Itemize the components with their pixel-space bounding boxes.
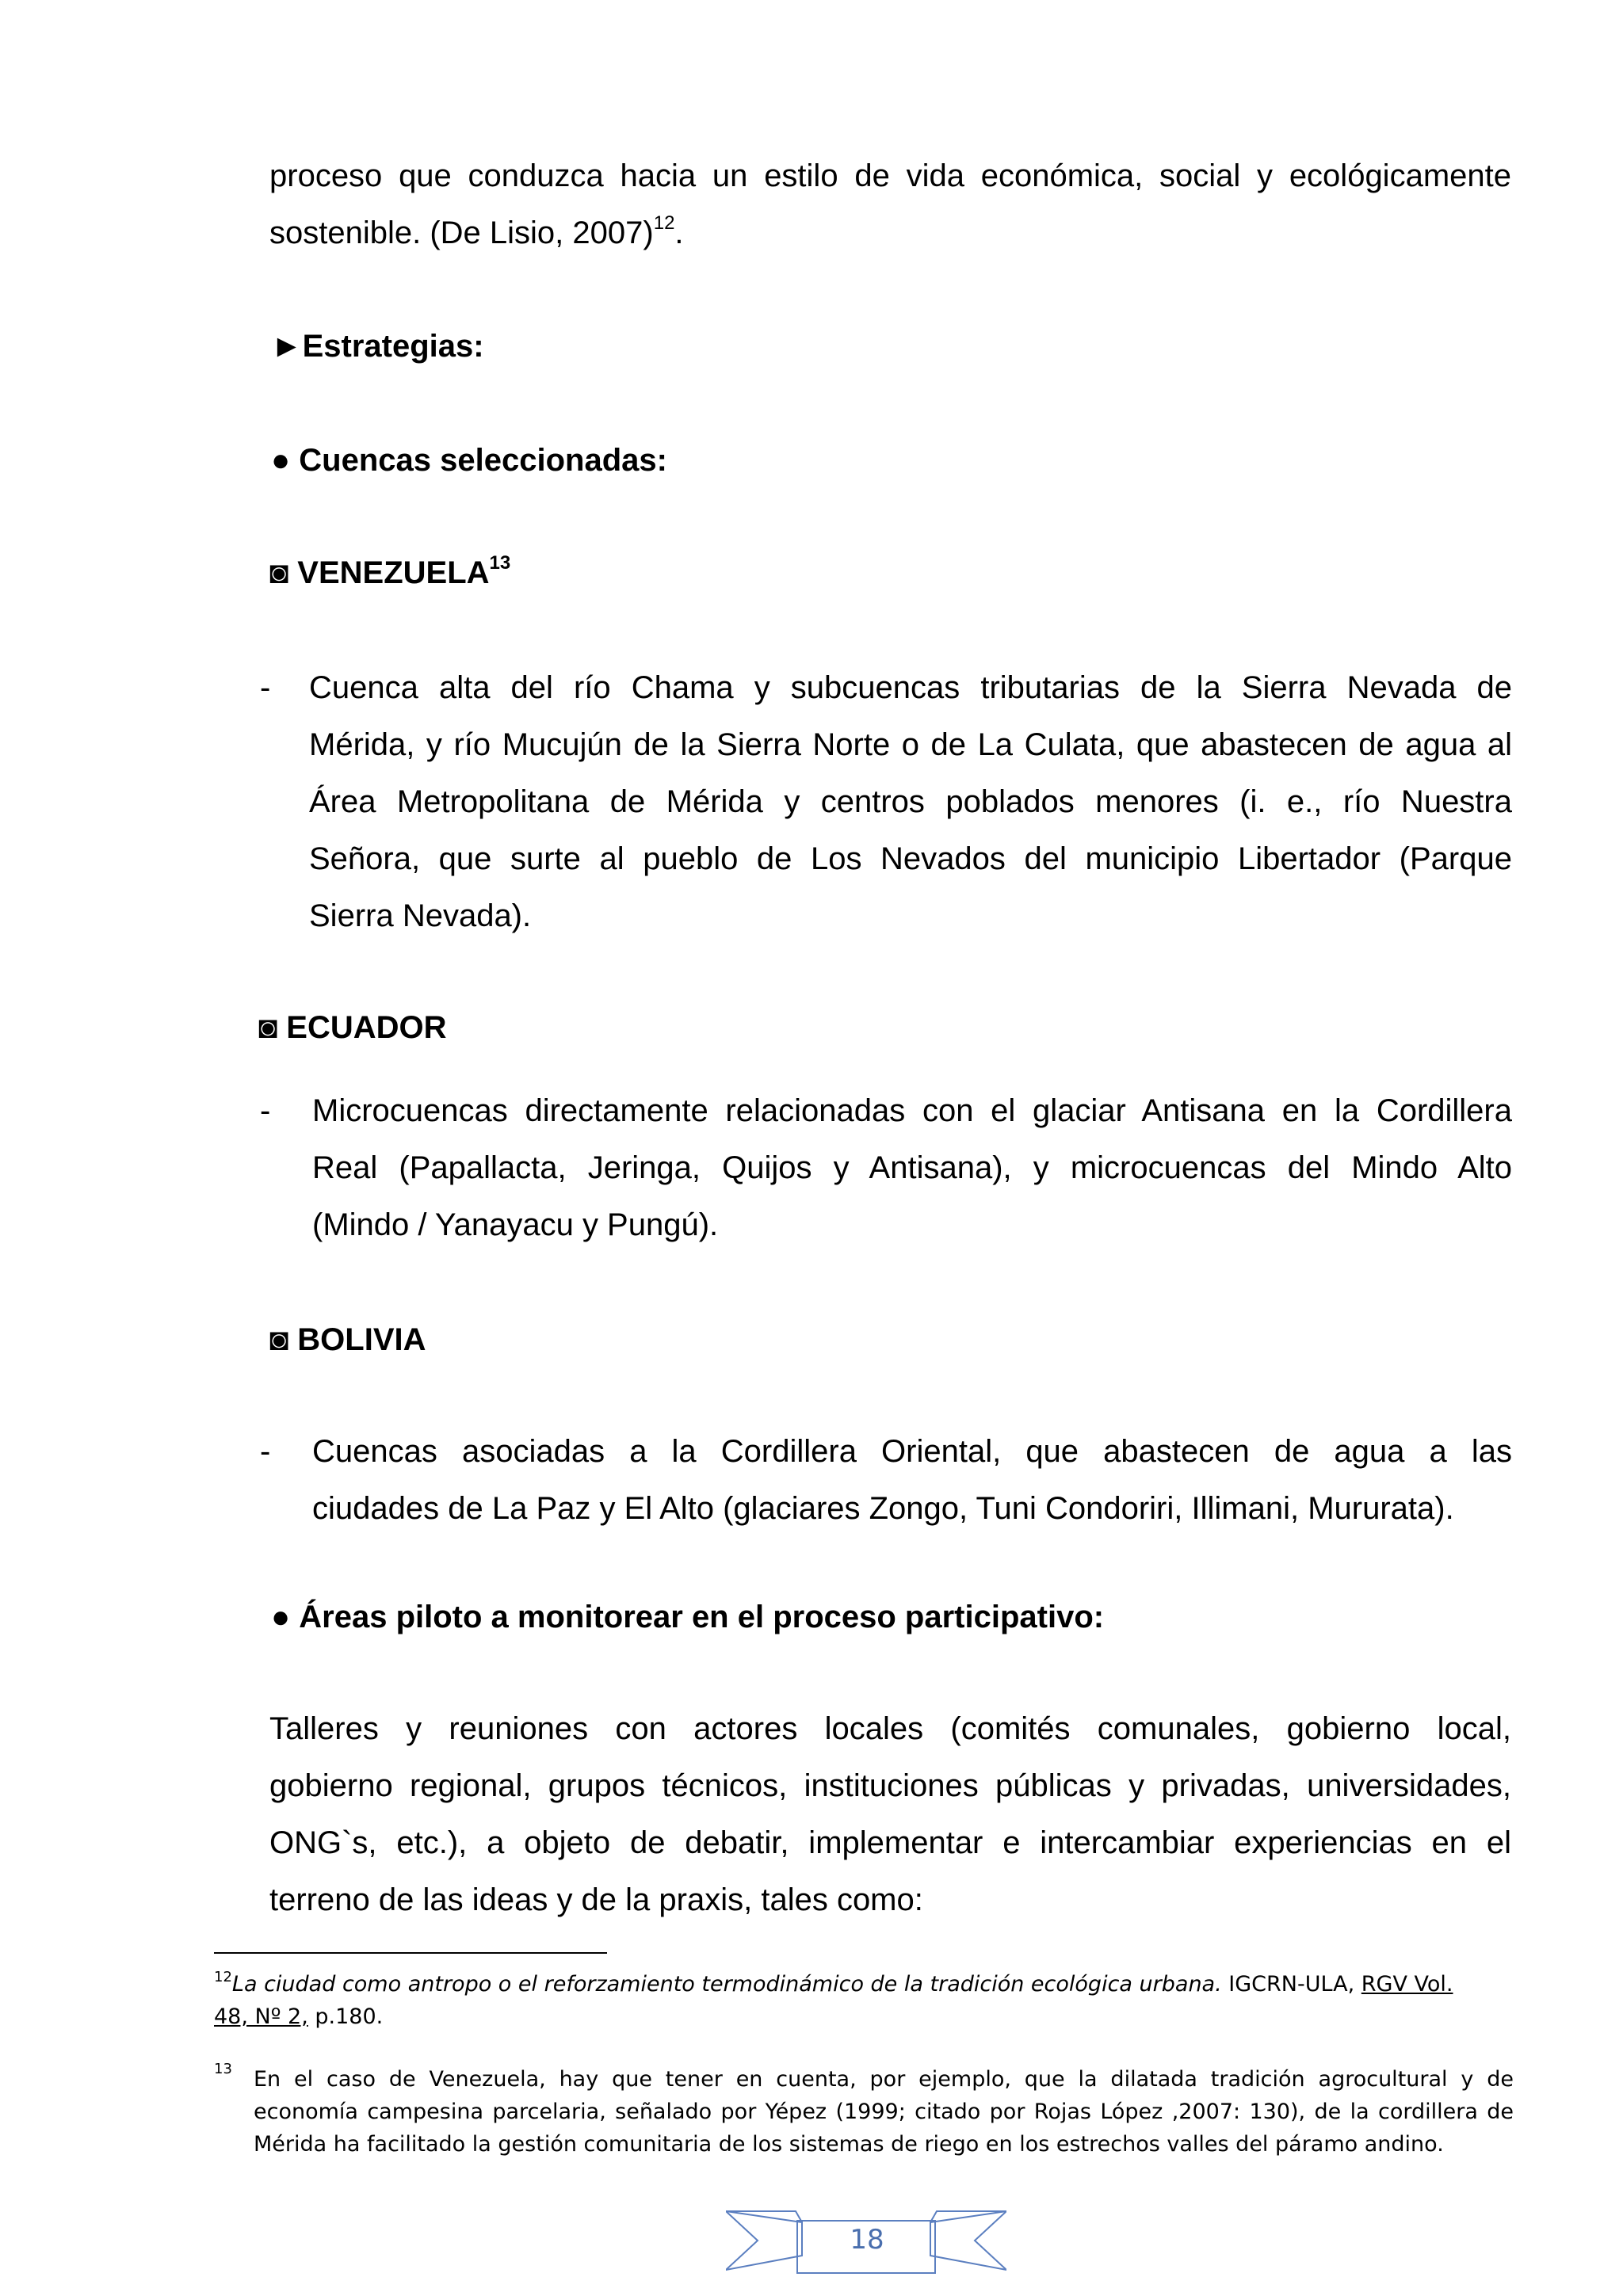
ecuador-line-1: Microcuencas directamente relacionadas con el glaciar Antisana en la Cordillera	[312, 1093, 1512, 1128]
bolivia-line-2: ciudades de La Paz y El Alto (glaciares Zongo, Tuni Condoriri, Illimani, Mururata).	[312, 1491, 1454, 1526]
talleres-line-3: ONG`s, etc.), a objeto de debatir, implementar e intercambiar experiencias en el	[269, 1825, 1511, 1860]
intro-line-2: sostenible. (De Lisio, 2007)$^{12}$.	[269, 212, 684, 250]
bolivia-text	[312, 1423, 1512, 1537]
footnote-13-line-2: economía campesina parcelaria, señalado por Yépez (1999; citado por Rojas López ,2007: 130), de la cordillera de	[254, 2100, 1514, 2124]
footnote-12-source: IGCRN-ULA,	[1221, 1972, 1361, 1997]
footnote-12-journal-link-cont[interactable]: 48, Nº 2,	[214, 2004, 308, 2029]
footnote-12	[214, 1968, 1514, 2033]
intro-paragraph	[269, 147, 1511, 261]
footnote-ref-13[interactable]: 13	[489, 551, 511, 574]
document-page: proceso que conduzca hacia un estilo de vida económica, social y ecológicamente sostenible. (De Lisio, 2007)$^{12}$. ►Estrategias: ● Cuencas seleccionadas: ◙ VENEZUELA$^{13}$ - Cuenca alta del río Chama y subcuencas tributarias de la Sierra Nevada de Mérida, y río Mucujún de la Sierra Norte o de La Culata, que abastecen de agua al Área Metropolitana de Mérida y centros poblados menores (i. e., río Nuestra Señora, que surte al pueblo de Los Nevados del municipio Libertador (Parque Sierra Nevada). ◙ ECUADOR - Microcuencas directamente relacionadas con el glaciar Antisana en la Cordillera Real (Papallacta, Jeringa, Quijos y Antisana), y microcuencas del Mindo Alto (Mindo / Yanayacu y Pungú). ◙ BOLIVIA - Cuencas asociadas a la Cordillera Oriental, que abastecen de agua a las ciudades de La Paz y El Alto (glaciares Zongo, Tuni Condoriri, Illimani, Mururata). ● Áreas piloto a monitorear en el proceso participativo: Talleres y reuniones con actores locales (comités comunales, gobierno local, gobierno regional, grupos técnicos, instituciones públicas y privadas, universidades, ONG`s, etc.), a objeto de debatir, implementar e intercambiar experiencias en el terreno de las ideas y de la praxis, tales como: $^{12}$La ciudad como antropo o el reforzamiento termodinámico de la tradición ecológica urbana. IGCRN-ULA, RGV Vol. 48, Nº 2, p.180. 13 En el caso de Venezuela, hay que tener en cuenta, por ejemplo, que la dilatada tradición agrocultural y de economía campesina parcelaria, señalado por Yépez (1999; citado por Rojas López ,2007: 130), de la cordillera de Mérida ha facilitado la gestión comunitaria de los sistemas de riego en los estrechos valles del páramo andino. 18	[0, 0, 1623, 2296]
footnote-12-page: p.180.	[307, 2004, 384, 2029]
list-dash: -	[260, 1434, 271, 1469]
venezuela-line-2: Mérida, y río Mucujún de la Sierra Norte o de La Culata, que abastecen de agua al	[309, 727, 1512, 762]
heading-cuencas: ● Cuencas seleccionadas:	[271, 443, 667, 478]
venezuela-line-4: Señora, que surte al pueblo de Los Nevados del municipio Libertador (Parque	[309, 841, 1512, 876]
venezuela-line-5: Sierra Nevada).	[309, 898, 532, 933]
footnote-12-mark: 12	[214, 1969, 232, 1985]
venezuela-line-3: Área Metropolitana de Mérida y centros poblados menores (i. e., río Nuestra	[309, 784, 1512, 819]
page-number: 18	[850, 2224, 884, 2256]
intro-line-1: proceso que conduzca hacia un estilo de vida económica, social y ecológicamente	[269, 158, 1511, 193]
heading-venezuela: ◙ VENEZUELA$^{13}$	[269, 551, 511, 590]
ecuador-text	[312, 1082, 1512, 1253]
list-dash: -	[260, 1093, 271, 1128]
talleres-line-2: gobierno regional, grupos técnicos, instituciones públicas y privadas, universidades,	[269, 1768, 1511, 1803]
heading-estrategias: ►Estrategias:	[271, 329, 484, 364]
venezuela-text	[309, 659, 1512, 944]
venezuela-item	[260, 659, 1512, 952]
venezuela-line-1: Cuenca alta del río Chama y subcuencas tributarias de la Sierra Nevada de	[309, 670, 1512, 705]
footnote-13-line-1: En el caso de Venezuela, hay que tener en cuenta, por ejemplo, que la dilatada tradición agrocultural y de	[254, 2067, 1514, 2092]
heading-ecuador: ◙ ECUADOR	[258, 1010, 447, 1045]
footnote-13-line-3: Mérida ha facilitado la gestión comunitaria de los sistemas de riego en los estrechos valles del páramo andino.	[254, 2132, 1444, 2157]
talleres-paragraph	[269, 1700, 1511, 1928]
footnote-12-journal-link[interactable]: RGV Vol.	[1361, 1972, 1453, 1997]
bolivia-line-1: Cuencas asociadas a la Cordillera Oriental, que abastecen de agua a las	[312, 1434, 1512, 1469]
heading-bolivia: ◙ BOLIVIA	[269, 1322, 426, 1357]
footnote-13-text	[254, 2063, 1514, 2161]
ecuador-line-2: Real (Papallacta, Jeringa, Quijos y Antisana), y microcuencas del Mindo Alto	[312, 1150, 1512, 1185]
ecuador-line-3: (Mindo / Yanayacu y Pungú).	[312, 1207, 719, 1242]
bolivia-item	[260, 1423, 1512, 1542]
footnote-12-title: La ciudad como antropo o el reforzamiento termodinámico de la tradición ecológica urbana.	[231, 1972, 1222, 1997]
talleres-line-4: terreno de las ideas y de la praxis, tales como:	[269, 1882, 923, 1917]
talleres-line-1: Talleres y reuniones con actores locales (comités comunales, gobierno local,	[269, 1711, 1511, 1746]
ecuador-item	[260, 1082, 1512, 1264]
footnote-separator	[214, 1952, 607, 1954]
list-dash: -	[260, 670, 271, 705]
footnote-ref-12[interactable]: 12	[653, 212, 675, 234]
heading-areas-piloto: ● Áreas piloto a monitorear en el proceso participativo:	[271, 1600, 1105, 1634]
